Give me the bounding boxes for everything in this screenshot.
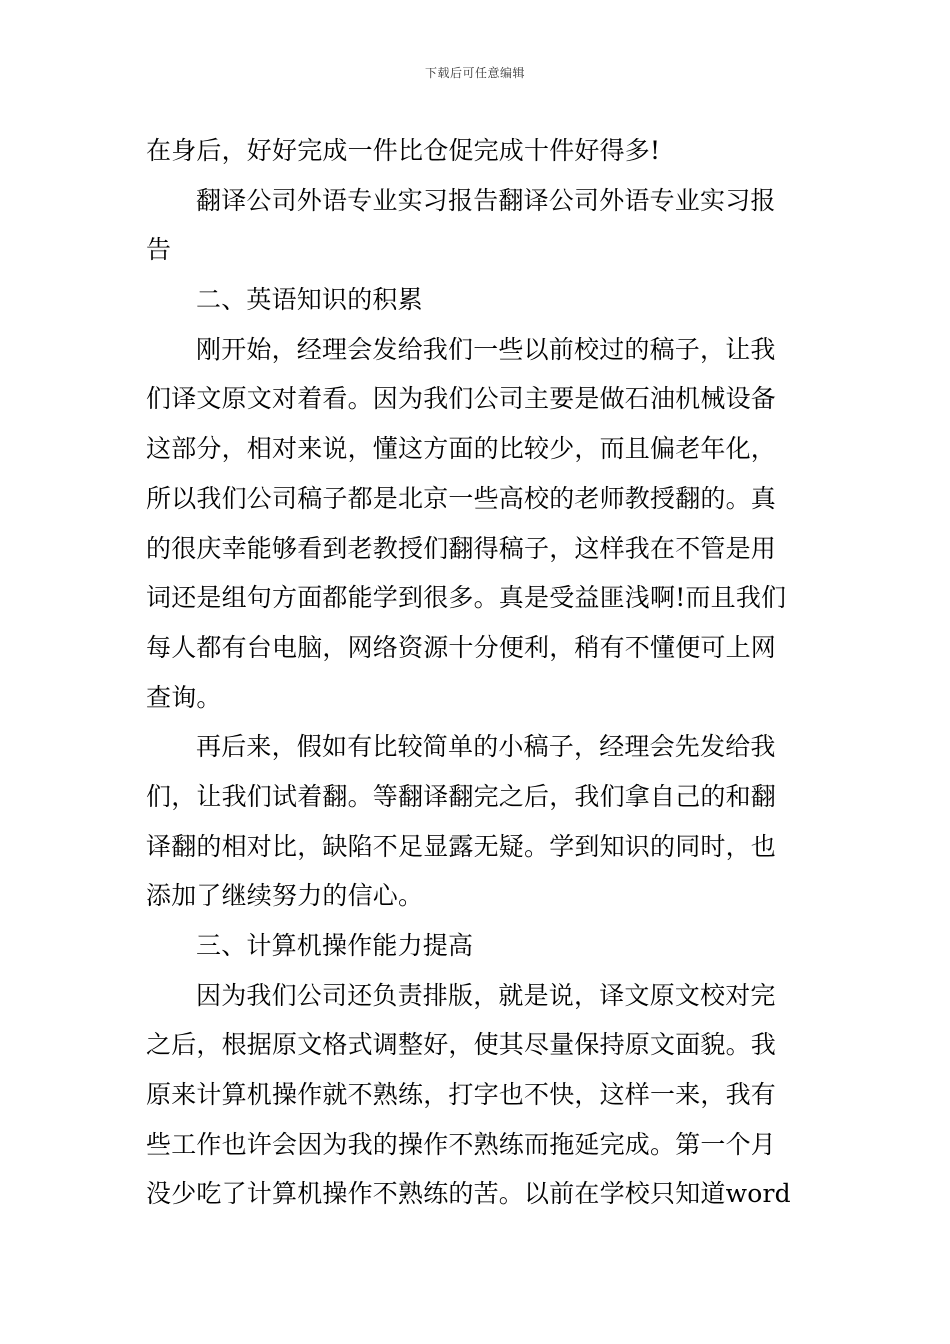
text-line: 译翻的相对比，缺陷不足显露无疑。学到知识的同时，也 bbox=[146, 831, 777, 861]
page-header: 下载后可任意编辑 bbox=[424, 66, 525, 80]
text-line: 查询。 bbox=[146, 682, 222, 712]
section-heading: 三、计算机操作能力提高 bbox=[196, 931, 474, 960]
text-line: 在身后，好好完成一件比仓促完成十件好得多! bbox=[146, 136, 661, 165]
paragraph-first-line: 刚开始，经理会发给我们一些以前校过的稿子，让我 bbox=[196, 334, 776, 364]
text-line: 的很庆幸能够看到老教授们翻得稿子，这样我在不管是用 bbox=[146, 533, 777, 563]
text-line: 没少吃了计算机操作不熟练的苦。以前在学校只知道word bbox=[146, 1179, 791, 1209]
text-line: 这部分，相对来说，懂这方面的比较少，而且偏老年化， bbox=[146, 434, 777, 464]
text-line: 添加了继续努力的信心。 bbox=[146, 881, 424, 911]
paragraph-first-line: 因为我们公司还负责排版，就是说，译文原文校对完 bbox=[196, 980, 776, 1010]
document-body bbox=[146, 126, 806, 1219]
text-line: 些工作也许会因为我的操作不熟练而拖延完成。第一个月 bbox=[146, 1129, 777, 1159]
section-heading: 二、英语知识的积累 bbox=[196, 285, 423, 315]
text-line: 告 bbox=[146, 235, 172, 265]
text-line: 所以我们公司稿子都是北京一些高校的老师教授翻的。真 bbox=[146, 483, 777, 513]
text-line: 之后，根据原文格式调整好，使其尽量保持原文面貌。我 bbox=[146, 1030, 777, 1060]
paragraph-title-line: 翻译公司外语专业实习报告翻译公司外语专业实习报 bbox=[196, 185, 776, 215]
text-line: 词还是组句方面都能学到很多。真是受益匪浅啊!而且我们 bbox=[146, 583, 787, 613]
text-line: 原来计算机操作就不熟练，打字也不快，这样一来，我有 bbox=[146, 1080, 777, 1110]
text-line: 每人都有台电脑，网络资源十分便利，稍有不懂便可上网 bbox=[146, 632, 777, 662]
paragraph-first-line: 再后来，假如有比较简单的小稿子，经理会先发给我 bbox=[196, 732, 776, 762]
text-line: 们译文原文对着看。因为我们公司主要是做石油机械设备 bbox=[146, 384, 777, 414]
text-line: 们，让我们试着翻。等翻译翻完之后，我们拿自己的和翻 bbox=[146, 781, 777, 811]
